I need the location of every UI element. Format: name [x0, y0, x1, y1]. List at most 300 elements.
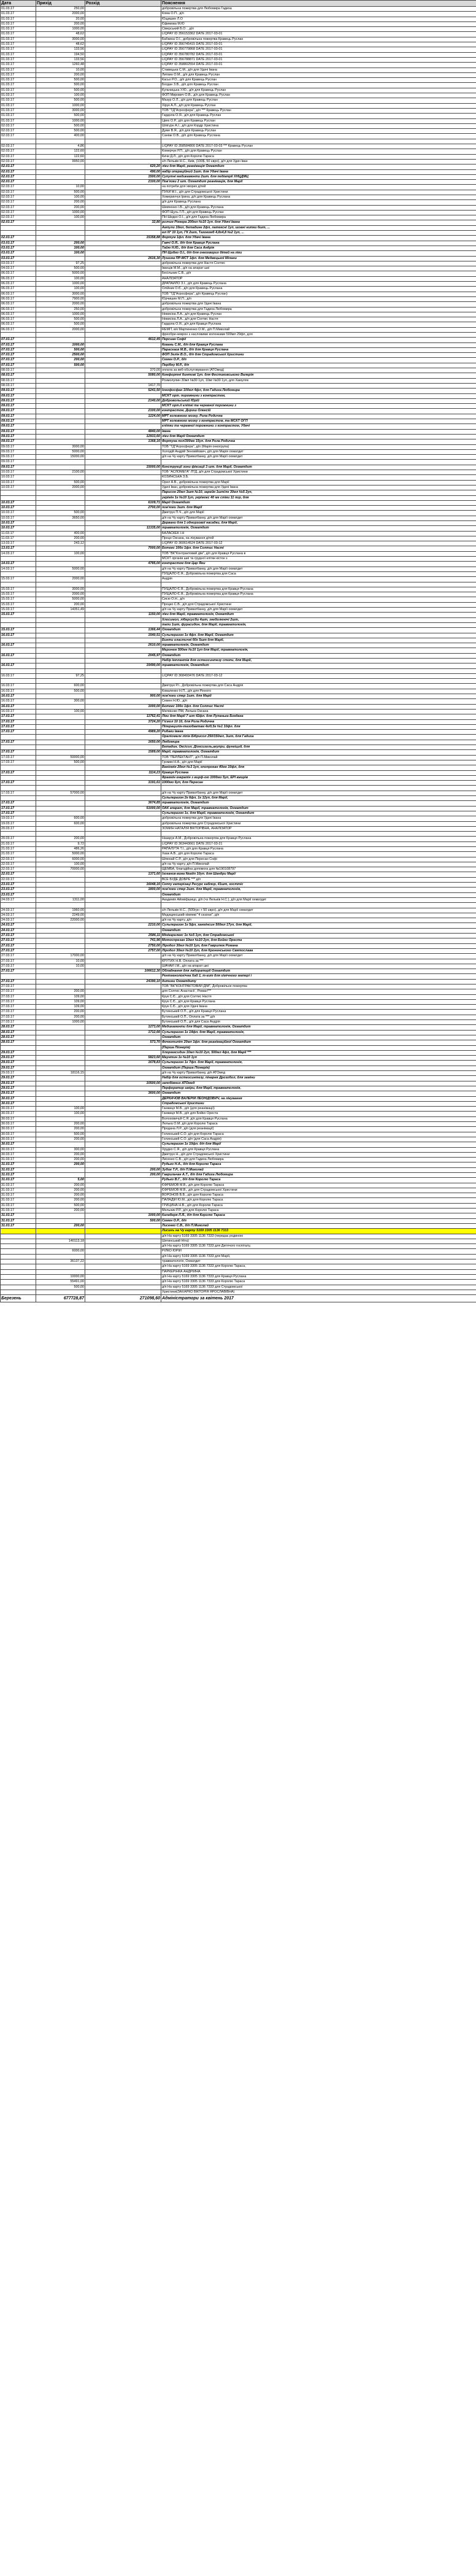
cell-description: д/п на Чу карту Приватбанку, д/п для Марії охматдит	[161, 791, 476, 795]
cell-income	[36, 765, 85, 770]
table-row	[1, 791, 476, 795]
cell-income: 100,00	[36, 215, 85, 220]
cell-description: пов'язки 3шт. для Марії	[161, 506, 476, 511]
cell-income	[36, 1229, 85, 1234]
cell-income	[36, 659, 85, 663]
cell-income	[36, 770, 85, 775]
table-row	[1, 1280, 476, 1285]
table-row	[1, 123, 476, 128]
cell-description: травматологія, Охматдит	[161, 663, 476, 668]
cell-expense: 3674,85	[85, 801, 161, 806]
table-row	[1, 1178, 476, 1183]
cell-expense	[85, 765, 161, 770]
table-row	[1, 775, 476, 780]
cell-date: 01.03.17	[1, 103, 36, 108]
cell-expense	[85, 455, 161, 460]
cell-date: 16.03.17	[1, 643, 36, 648]
cell-income: 9950,00	[36, 159, 85, 164]
cell-date: 31.03.17	[1, 1218, 36, 1223]
cell-date: 23.03.17	[1, 883, 36, 888]
cell-date: 10.03.17	[1, 480, 36, 485]
cell-description: Ганжиця М.В., д/п для Бойко Ореста	[161, 1112, 476, 1116]
cell-income	[36, 256, 85, 261]
cell-description: Обладнання для лабораторії Охматдит	[161, 969, 476, 974]
cell-date: 27.03.17	[1, 938, 36, 943]
cell-date: 01.03.17	[1, 37, 36, 42]
cell-description: REMIT, в/к Мартиненко О.М., д/п П.Миколай	[161, 327, 476, 332]
table-row	[1, 246, 476, 250]
cell-description: Орел А.В., добровільна пожертва для Марії	[161, 480, 476, 485]
cell-expense	[85, 149, 161, 154]
table-row	[1, 735, 476, 740]
cell-description: Процко С.В., д/п для Страдомської Христини	[161, 602, 476, 607]
cell-expense	[85, 7, 161, 12]
cell-expense	[85, 1209, 161, 1213]
cell-description: Лисенко С.В., д/п для Гадиха Любомира	[161, 1158, 476, 1162]
cell-income: 500,00	[36, 88, 85, 93]
cell-expense	[85, 129, 161, 134]
cell-expense: 741,96	[85, 938, 161, 943]
cell-expense	[85, 959, 161, 964]
cell-income: 3000,00	[36, 444, 85, 449]
cell-description: БАЛАСКЕК І.Н	[161, 531, 476, 536]
cell-income: 5000,00	[36, 271, 85, 276]
cell-income: 14351,49	[36, 608, 85, 613]
table-row	[1, 602, 476, 607]
cell-description: Продана Л.Р., д/п (для реанімації)	[161, 1127, 476, 1132]
cell-income: 200,00	[36, 1198, 85, 1203]
table-row	[1, 7, 476, 12]
cell-income	[36, 1290, 85, 1294]
cell-expense	[85, 1045, 161, 1050]
cell-income	[36, 571, 85, 576]
cell-date: 27.03.17	[1, 959, 36, 964]
cell-description: ТОВ "ТД"Агросфера", д/п (Марія онкогрупа)	[161, 444, 476, 449]
cell-date: 15.03.17	[1, 602, 36, 607]
cell-date: 24.03.17	[1, 928, 36, 933]
table-row	[1, 460, 476, 465]
cell-date: 02.03.17	[1, 123, 36, 128]
cell-date: 27.03.17	[1, 989, 36, 994]
cell-income	[36, 1234, 85, 1239]
cell-date: 15.03.17	[1, 608, 36, 613]
cell-date: 09.03.17	[1, 414, 36, 419]
cell-income: 200,00	[36, 1152, 85, 1157]
cell-description: д/п на Чу карту, д/п П.Миколай	[161, 862, 476, 867]
cell-date: 01.03.17	[1, 108, 36, 113]
cell-date	[1, 582, 36, 587]
cell-date	[1, 1274, 36, 1279]
cell-description: Кравця Руслана	[161, 770, 476, 775]
cell-expense	[85, 1101, 161, 1106]
cell-expense	[85, 78, 161, 83]
cell-date: 20.03.17	[1, 837, 36, 841]
cell-expense	[85, 908, 161, 913]
cell-expense: 1540,51	[85, 633, 161, 638]
cell-income: 500,00	[36, 78, 85, 83]
cell-description: Лелька О.М. д/п для Королю Тараса	[161, 1122, 476, 1127]
cell-description: Зубик Т.Р., д/п П.Миколай	[161, 1167, 476, 1172]
cell-income: 100,00	[36, 1112, 85, 1116]
table-row	[1, 679, 476, 684]
table-row	[1, 500, 476, 505]
cell-income: 194,50	[36, 52, 85, 57]
table-row	[1, 841, 476, 846]
cell-description: Гавчі О.Я., д/п для Кравця Руслана	[161, 241, 476, 246]
cell-income: 500,00	[36, 347, 85, 352]
cell-date	[1, 495, 36, 500]
cell-date: 13.03.17	[1, 541, 36, 546]
total-note: Адміністратори за квітень 2017	[161, 1295, 476, 1302]
cell-description: травматологія, Охматдит	[161, 801, 476, 806]
cell-date: 03.03.17	[1, 241, 36, 246]
cell-date: 27.03.17	[1, 979, 36, 984]
cell-description: Сульперазон 2г 6фл, 1г 12уп, для Марії,	[161, 796, 476, 801]
table-row	[1, 867, 476, 872]
cell-description: LIQPAY ID 356153362 DATE 2017-03-01	[161, 32, 476, 37]
cell-expense: 200,00	[85, 1167, 161, 1172]
table-row	[1, 419, 476, 424]
cell-income: 200,00	[36, 72, 85, 77]
table-row	[1, 740, 476, 745]
cell-expense	[85, 1112, 161, 1116]
cell-date	[1, 735, 36, 740]
cell-expense	[85, 577, 161, 582]
table-row	[1, 1045, 476, 1050]
table-row	[1, 1254, 476, 1259]
cell-date: 17.03.17	[1, 719, 36, 724]
table-row	[1, 1152, 476, 1157]
cell-description: (Перша Піонерія)	[161, 1045, 476, 1050]
cell-description: Фортум 1фл. для Удачі Івана	[161, 236, 476, 241]
cell-description: Бабкина О.І., добровільна пожертва Кравець Руслан	[161, 37, 476, 42]
table-row	[1, 149, 476, 154]
cell-date: 29.03.17	[1, 1081, 36, 1086]
cell-date: 24.03.17	[1, 918, 36, 923]
cell-expense	[85, 1152, 161, 1157]
cell-income: 18116,15	[36, 1071, 85, 1076]
cell-date: 27.03.17	[1, 943, 36, 948]
cell-expense	[85, 1122, 161, 1127]
cell-expense: 1650,00	[85, 740, 161, 745]
cell-date: 16.03.17	[1, 633, 36, 638]
cell-expense	[85, 791, 161, 795]
cell-expense: 370,00	[85, 368, 161, 373]
cell-description: Перфоратор шкіри, для Марії, травматологія,	[161, 1086, 476, 1091]
table-row	[1, 154, 476, 159]
cell-expense: 1800,00	[85, 888, 161, 892]
table-row	[1, 225, 476, 230]
cell-description: Сульперазон 1г, для Марії, травматологія, Охматдит	[161, 811, 476, 816]
cell-date: 31.03.17	[1, 1193, 36, 1198]
cell-expense	[85, 673, 161, 678]
cell-income	[36, 169, 85, 174]
cell-expense	[85, 282, 161, 287]
cell-income: 243,12	[36, 541, 85, 546]
cell-date: 17.03.17	[1, 811, 36, 816]
table-row	[1, 974, 476, 979]
cell-date: 27.03.17	[1, 969, 36, 974]
cell-expense: 6109,71	[85, 500, 161, 505]
cell-description: LIQPAY ID 356788871 DATE 2017-03-01	[161, 57, 476, 62]
cell-date: 10.03.17	[1, 475, 36, 480]
cell-income: 3000,00	[36, 108, 85, 113]
table-row	[1, 1259, 476, 1264]
table-row	[1, 302, 476, 307]
cell-description: Богдан З.В., д/п для Кравець Руслан	[161, 83, 476, 88]
table-row	[1, 1081, 476, 1086]
cell-expense: 1366,44	[85, 628, 161, 633]
cell-description: ТОВ "ТД"Агросфера", д/п Кравець Руслан)	[161, 292, 476, 296]
table-row	[1, 1020, 476, 1025]
cell-date: 13.03.17	[1, 546, 36, 551]
cell-description: ТОВ "АСЛОМЕГА" ЛТД, д/п для Страдомської Христини	[161, 470, 476, 475]
cell-date: 09.03.17	[1, 449, 36, 454]
table-row	[1, 338, 476, 342]
cell-description: Мотоспрезан 10мл №10 2уп, для Бойко Ореста	[161, 938, 476, 943]
cell-expense	[85, 118, 161, 123]
cell-expense	[85, 1162, 161, 1167]
table-row	[1, 373, 476, 378]
cell-expense	[85, 292, 161, 296]
cell-income	[36, 1035, 85, 1040]
table-row	[1, 236, 476, 241]
table-row	[1, 342, 476, 347]
table-row	[1, 506, 476, 511]
table-row	[1, 770, 476, 775]
cell-expense	[85, 1158, 161, 1162]
cell-expense	[85, 1259, 161, 1264]
table-row	[1, 608, 476, 613]
cell-income	[36, 1172, 85, 1177]
cell-income	[36, 704, 85, 709]
cell-date	[1, 225, 36, 230]
table-row	[1, 622, 476, 627]
cell-date: 28.03.17	[1, 1040, 36, 1045]
table-row	[1, 592, 476, 597]
cell-expense	[85, 1147, 161, 1152]
cell-description: ТОВ "ВК"Контрактовий дім", д/п для Кравця Руслана в	[161, 551, 476, 556]
table-row	[1, 989, 476, 994]
table-row	[1, 37, 476, 42]
cell-income	[36, 643, 85, 648]
table-row	[1, 1188, 476, 1193]
cell-date: 29.03.17	[1, 1056, 36, 1061]
cell-income: 1000,00	[36, 312, 85, 317]
cell-income	[36, 398, 85, 403]
cell-expense	[85, 617, 161, 622]
cell-date	[1, 557, 36, 562]
cell-expense: 5080,00	[85, 373, 161, 378]
cell-expense: 1417,70	[85, 383, 161, 388]
cell-income: 1000,00	[36, 103, 85, 108]
cell-date	[1, 745, 36, 750]
cell-description: Семен О.Р., д/п	[161, 1218, 476, 1223]
table-row	[1, 63, 476, 68]
cell-date: 10.03.17	[1, 526, 36, 531]
cell-description: Шпюхай С.Р., д/п для Пересан Софі	[161, 857, 476, 862]
cell-income	[36, 1264, 85, 1269]
cell-description: Бесільник С.В., д/п	[161, 271, 476, 276]
cell-income	[36, 668, 85, 673]
cell-income	[36, 236, 85, 241]
table-row	[1, 1101, 476, 1106]
cell-date: 31.03.17	[1, 1183, 36, 1188]
cell-expense: 573,70	[85, 1040, 161, 1045]
cell-date: 27.03.17	[1, 1005, 36, 1010]
table-row	[1, 1071, 476, 1076]
cell-income: 1000,00	[36, 1020, 85, 1025]
table-row	[1, 1112, 476, 1116]
cell-description: Кома О.П., д/п	[161, 12, 476, 17]
cell-description: Шевченко І.В., д/п для Кравець Руслана	[161, 205, 476, 210]
cell-description: добровільна пожертва для Страдомської Христини	[161, 821, 476, 826]
cell-expense	[85, 1127, 161, 1132]
cell-date: 30.03.17	[1, 1132, 36, 1137]
cell-date: 09.03.17	[1, 444, 36, 449]
cell-description: Касьо Р.О., д/п для Кравець Руслан	[161, 78, 476, 83]
cell-description: Хрудко С.Я., д/п для Кравця Руслана	[161, 1147, 476, 1152]
cell-income: 50000,00	[36, 755, 85, 760]
cell-expense	[85, 404, 161, 409]
cell-description: ЩЕМБА, благодійна допомога для №190108797	[161, 867, 476, 872]
cell-expense	[85, 775, 161, 780]
total-income: 677728,87	[36, 1295, 85, 1302]
cell-expense: 11335,00	[85, 526, 161, 531]
table-row	[1, 317, 476, 322]
table-row	[1, 531, 476, 536]
cell-date: 01.03.17	[1, 21, 36, 26]
table-row	[1, 551, 476, 556]
cell-expense: 1371,60	[85, 872, 161, 877]
cell-income: 122,60	[36, 154, 85, 159]
table-row	[1, 954, 476, 959]
cell-date: 31.03.17	[1, 1158, 36, 1162]
cell-description: LIQPAY ID 360614524 DATE 2017-03-12	[161, 541, 476, 546]
cell-expense	[85, 1066, 161, 1070]
cell-income: 10,00	[36, 185, 85, 190]
cell-income: 200,00	[36, 1158, 85, 1162]
table-row	[1, 444, 476, 449]
cell-expense	[85, 347, 161, 352]
cell-description	[161, 832, 476, 837]
table-row	[1, 1290, 476, 1294]
table-row	[1, 714, 476, 719]
cell-income: 500,00	[36, 129, 85, 134]
cell-income: 5000,00	[36, 597, 85, 602]
cell-date: 31.03.17	[1, 1209, 36, 1213]
cell-description: добровільна пожертва для Настя Солтис	[161, 261, 476, 266]
table-row	[1, 755, 476, 760]
table-row	[1, 322, 476, 327]
cell-date: 30.03.17	[1, 1112, 36, 1116]
table-row	[1, 979, 476, 984]
cell-date	[1, 974, 36, 979]
table-row	[1, 414, 476, 419]
cell-expense	[85, 592, 161, 597]
table-row	[1, 485, 476, 490]
cell-date: 09.03.17	[1, 455, 36, 460]
cell-income	[36, 903, 85, 908]
cell-description: на потреби для хворих дітей	[161, 185, 476, 190]
cell-description: Охматдит (Перша Піонерія)	[161, 1066, 476, 1070]
cell-description: добровільна пожертва для Удачі Івана	[161, 816, 476, 821]
cell-description: запобіжних АТОмед	[161, 1081, 476, 1086]
cell-description: Охматдит	[161, 928, 476, 933]
cell-date: 01.03.17	[1, 7, 36, 12]
cell-date: 20.03.17	[1, 826, 36, 831]
cell-description: ШАЧАЙ І.М., д/п на апарат шкі	[161, 964, 476, 969]
table-row	[1, 434, 476, 439]
cell-description: Бутинський О.П., Оплата за *** д/п	[161, 1015, 476, 1019]
cell-date: 16.03.17	[1, 653, 36, 658]
cell-date: 16.03.17	[1, 673, 36, 678]
cell-description: Думе В.Я., д/п для Кравець Руслан	[161, 129, 476, 134]
cell-expense	[85, 159, 161, 164]
table-row	[1, 948, 476, 953]
cell-expense	[85, 796, 161, 801]
cell-income	[36, 404, 85, 409]
cell-expense: 1500,00	[85, 174, 161, 179]
cell-date	[1, 1259, 36, 1264]
cell-expense	[85, 520, 161, 525]
cell-expense: 4612,45	[85, 338, 161, 342]
cell-date: 29.03.17	[1, 1086, 36, 1091]
cell-description: Калаберя Л.Я., д/п для Королю Тараса	[161, 1213, 476, 1218]
cell-description: ПУКИ М.І., д/п для Страдомської Христини	[161, 190, 476, 195]
cell-date: 29.03.17	[1, 1071, 36, 1076]
cell-income: 500,00	[36, 511, 85, 516]
cell-expense: 24390,10	[85, 979, 161, 984]
cell-income	[36, 1091, 85, 1096]
table-row	[1, 241, 476, 246]
cell-expense	[85, 302, 161, 307]
cell-income: 500,00	[36, 266, 85, 271]
table-row	[1, 1213, 476, 1218]
table-row	[1, 938, 476, 943]
table-row	[1, 1244, 476, 1249]
table-row	[1, 730, 476, 735]
cell-date: 08.03.17	[1, 373, 36, 378]
cell-income	[36, 719, 85, 724]
cell-description: д/п на Чу карту Приватбанку, д/п для Марії охматдит	[161, 608, 476, 613]
cell-description: КОЗИНСЬКА З.Б.	[161, 475, 476, 480]
cell-description: Іонофосфан 100мл 4фл, для Гадиха Любомира	[161, 389, 476, 393]
cell-expense	[85, 994, 161, 999]
cell-expense	[85, 17, 161, 21]
cell-description: д/п на Чу карту Приватбанку, д/п АТОмед	[161, 1071, 476, 1076]
cell-income	[36, 1086, 85, 1091]
cell-date	[1, 648, 36, 653]
cell-date	[1, 1234, 36, 1239]
cell-description: д/п На карту 5169 3305 1136 7333 для Королю Тараса	[161, 1280, 476, 1285]
cell-description: контрастом для Цар Яни	[161, 562, 476, 567]
cell-income: 500,00	[36, 1132, 85, 1137]
cell-date: 01.03.17	[1, 32, 36, 37]
cell-date: 16.03.17	[1, 663, 36, 668]
cell-expense	[85, 139, 161, 144]
cell-expense: 5241,50	[85, 389, 161, 393]
cell-expense: 15000,00	[85, 465, 161, 470]
table-row	[1, 398, 476, 403]
cell-income: 48,62	[36, 42, 85, 47]
cell-description: Христини(ЗАХАРКО ВІКТОРІЯ ЯРОСЛАВІВНА)	[161, 1290, 476, 1294]
table-row	[1, 296, 476, 301]
table-row	[1, 72, 476, 77]
cell-expense	[85, 485, 161, 490]
table-row	[1, 307, 476, 312]
cell-description: Мінікарелекс 1г №5 1уп, для Страдомської	[161, 934, 476, 938]
